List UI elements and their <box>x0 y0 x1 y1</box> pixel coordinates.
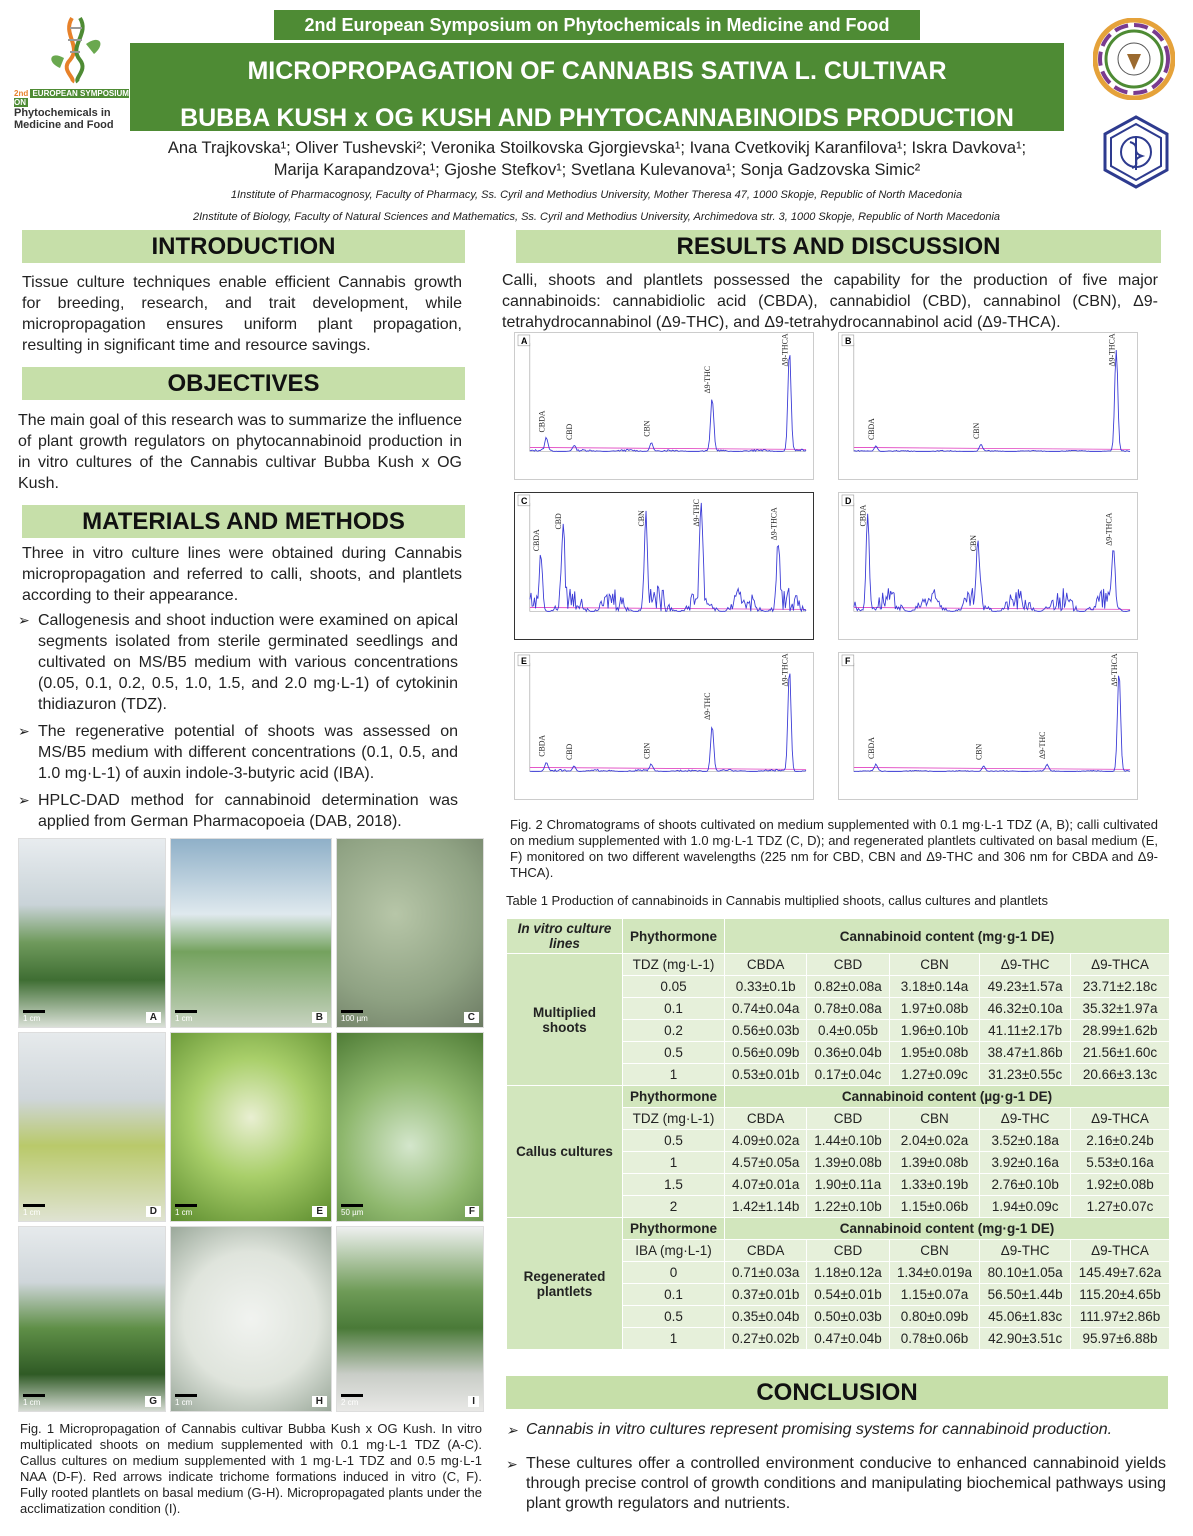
objectives-heading-text: OBJECTIVES <box>167 369 320 397</box>
scale-text: 1 cm <box>23 1208 41 1217</box>
chromatogram-a <box>514 332 814 480</box>
table-value: 145.49±7.62a <box>1071 1262 1170 1284</box>
table-column-name: Δ9-THC <box>980 954 1071 976</box>
table-value: 0.37±0.01b <box>725 1284 807 1306</box>
table-value: 115.20±4.65b <box>1071 1284 1170 1306</box>
title-line1: MICROPROPAGATION OF CANNABIS SATIVA L. CULTIVAR <box>247 57 947 85</box>
photo-i <box>336 1226 484 1412</box>
table-concentration: 0.05 <box>623 976 725 998</box>
table-column-name: CBN <box>889 1240 980 1262</box>
table-value: 1.96±0.10b <box>889 1020 980 1042</box>
chromatogram-peak-label: CBDA <box>866 418 876 441</box>
table-value: 0.17±0.04c <box>807 1064 889 1086</box>
table-value: 31.23±0.55c <box>980 1064 1071 1086</box>
photo-a <box>18 838 166 1028</box>
photo-g <box>18 1226 166 1412</box>
table-value: 0.71±0.03a <box>725 1262 807 1284</box>
conclusion-heading <box>506 1376 1168 1409</box>
table-value: 0.78±0.06b <box>889 1328 980 1350</box>
symposium-banner-text: 2nd European Symposium on Phytochemicals in Medicine and Food <box>304 14 890 35</box>
chromatogram-letter: E <box>520 655 527 666</box>
chromatogram-letter: F <box>844 655 851 666</box>
scale-text: 1 cm <box>175 1014 193 1023</box>
panel-letter: G <box>145 1396 161 1407</box>
chromatogram-peak-label: CBN <box>969 534 979 552</box>
table-concentration: 0.5 <box>623 1130 725 1152</box>
symposium-logo <box>14 14 130 131</box>
scale-bar <box>341 1394 363 1407</box>
chromatogram-peak-label: CBDA <box>537 734 547 757</box>
methods-bullet: ➢ Callogenesis and shoot induction were examined on apical segments isolated from sterile germinated seedlings and cultivated on MS/B5 medium with various concentrations (0.05, 0.1, 0.2, 0.5, 1.0, 1.5, and 2.0 mg·L-1) of cytokinin thidiazuron (TDZ). <box>18 610 458 715</box>
table-value: 4.07±0.01a <box>725 1174 807 1196</box>
table-column-name: Δ9-THCA <box>1071 1108 1170 1130</box>
panel-letter: H <box>312 1396 327 1407</box>
chromatogram-c <box>514 492 814 640</box>
table1-caption: Table 1 Production of cannabinoids in Cannabis multiplied shoots, callus cultures and plantlets <box>506 893 1048 908</box>
table-column-name: CBD <box>807 954 889 976</box>
table-value: 49.23±1.57a <box>980 976 1071 998</box>
table-value: 0.4±0.05b <box>807 1020 889 1042</box>
table-value: 1.44±0.10b <box>807 1130 889 1152</box>
scale-bar <box>23 1010 45 1023</box>
table-value: 0.33±0.1b <box>725 976 807 998</box>
table-regulator: IBA (mg·L-1) <box>623 1240 725 1262</box>
table-group-label: Multiplied shoots <box>507 954 623 1086</box>
chromatogram-peak-label: Δ9-THCA <box>769 507 779 541</box>
table-content-label: Cannabinoid content (mg·g-1 DE) <box>725 919 1170 954</box>
photo-b <box>170 838 332 1028</box>
scale-bar <box>23 1394 45 1407</box>
chromatogram-e <box>514 652 814 800</box>
table-value: 1.27±0.09c <box>889 1064 980 1086</box>
chromatogram-trace <box>530 503 806 612</box>
chromatogram-b <box>838 332 1138 480</box>
logo-left-line1: 2nd <box>14 89 29 98</box>
table-value: 1.97±0.08b <box>889 998 980 1020</box>
table-value: 2.16±0.24b <box>1071 1130 1170 1152</box>
table-value: 1.33±0.19b <box>889 1174 980 1196</box>
symposium-banner <box>274 10 920 40</box>
table-concentration: 1 <box>623 1064 725 1086</box>
table-value: 21.56±1.60c <box>1071 1042 1170 1064</box>
table-value: 1.34±0.019a <box>889 1262 980 1284</box>
introduction-heading <box>22 230 465 263</box>
table-value: 41.11±2.17b <box>980 1020 1071 1042</box>
table-column-name: Δ9-THC <box>980 1108 1071 1130</box>
table-content-label: Cannabinoid content (µg·g-1 DE) <box>725 1086 1170 1108</box>
panel-letter: F <box>465 1206 479 1217</box>
table-column-name: CBD <box>807 1240 889 1262</box>
table-value: 5.53±0.16a <box>1071 1152 1170 1174</box>
photo-f <box>336 1032 484 1222</box>
chromatogram-axes <box>530 503 806 612</box>
table1 <box>506 918 1170 1366</box>
authors <box>60 137 1134 181</box>
chromatogram-letter: C <box>520 495 528 506</box>
table-col-phythormone: Phythormone <box>623 919 725 954</box>
scale-bar <box>175 1010 197 1023</box>
table-value: 0.27±0.02b <box>725 1328 807 1350</box>
logo-left-line4: Medicine and Food <box>14 119 114 131</box>
results-heading <box>516 230 1161 263</box>
table-column-name: CBD <box>807 1108 889 1130</box>
table-value: 0.56±0.03b <box>725 1020 807 1042</box>
table-value: 56.50±1.44b <box>980 1284 1071 1306</box>
table-value: 1.27±0.07c <box>1071 1196 1170 1218</box>
table-column-name: Δ9-THC <box>980 1240 1071 1262</box>
cannabinoid-table <box>506 918 1170 1350</box>
table-value: 3.92±0.16a <box>980 1152 1071 1174</box>
chromatogram-axes <box>854 343 1130 452</box>
table-value: 111.97±2.86b <box>1071 1306 1170 1328</box>
table-concentration: 0 <box>623 1262 725 1284</box>
table-value: 1.95±0.08b <box>889 1042 980 1064</box>
table-regulator: TDZ (mg·L-1) <box>623 954 725 976</box>
affiliation-1: 1Institute of Pharmacognosy, Faculty of Pharmacy, Ss. Cyril and Methodius University, Mother Theresa 47, 1000 Skopje, Republic of North Macedonia <box>230 189 963 201</box>
table-value: 4.57±0.05a <box>725 1152 807 1174</box>
logo-left-line2: EUROPEAN SYMPOSIUM ON <box>14 89 129 107</box>
chromatogram-baseline <box>530 767 806 769</box>
dna-leaf-icon <box>14 14 130 84</box>
panel-letter: A <box>146 1012 161 1023</box>
fig2-caption: Fig. 2 Chromatograms of shoots cultivated on medium supplemented with 0.1 mg·L-1 TDZ (A, B); calli cultivated on medium supplemented with 1.0 mg·L-1 TDZ (C, D); and regenerated plantlets cultivated on basal medium (E, F) monitored on two different wavelengths (225 nm for CBD, CBN and Δ9-THC and 306 nm for CBDA and Δ9-THCA). <box>510 817 1158 880</box>
table-column-name: Δ9-THCA <box>1071 1240 1170 1262</box>
chromatogram-peak-label: Δ9-THCA <box>1110 653 1120 687</box>
table-value: 1.39±0.08b <box>807 1152 889 1174</box>
table-value: 35.32±1.97a <box>1071 998 1170 1020</box>
scale-bar <box>341 1010 368 1023</box>
scale-text: 100 µm <box>341 1014 368 1023</box>
table-concentration: 1.5 <box>623 1174 725 1196</box>
scale-bar <box>341 1204 363 1217</box>
panel-letter: I <box>468 1396 479 1407</box>
introduction-heading-text: INTRODUCTION <box>151 232 336 260</box>
table-value: 1.90±0.11a <box>807 1174 889 1196</box>
objectives-heading <box>22 367 465 400</box>
table-value: 20.66±3.13c <box>1071 1064 1170 1086</box>
table-header-row <box>507 919 1170 954</box>
chromatogram-peak-label: Δ9-THC <box>1038 731 1048 759</box>
table-column-name: CBDA <box>725 1108 807 1130</box>
table-header-row <box>507 1218 1170 1240</box>
chromatogram-peak-label: Δ9-THC <box>703 365 713 394</box>
conclusion-bullet: ➢ Cannabis in vitro cultures represent promising systems for cannabinoid production. <box>506 1420 1166 1440</box>
conclusion-heading-text: CONCLUSION <box>756 1378 918 1406</box>
chromatogram-trace <box>854 350 1130 451</box>
chromatogram-peak-label: Δ9-THCA <box>780 333 790 367</box>
chromatogram-peak-label: CBDA <box>866 737 876 759</box>
introduction-text: Tissue culture techniques enable efficient Cannabis growth for breeding, research, and trait development, while micropropagation ensures uniform plant propagation, resulting in significant time and resource savings. <box>22 274 462 354</box>
fig1-caption: Fig. 1 Micropropagation of Cannabis cultivar Bubba Kush x OG Kush. In vitro multiplicated shoots on medium supplemented with 0.1 mg·L-1 TDZ (A-C). Callus cultures on medium supplemented with 1 mg·L-1 TDZ and 0.5 mg·L-1 NAA (D-F). Red arrows indicate trichome formations induced in vitro (C, F). Fully rooted plantlets on basal medium (G-H). Micropropagated plants under the acclimatization condition (I). <box>20 1421 482 1516</box>
results-text: Calli, shoots and plantlets possessed the capability for the production of five major cannabinoids: cannabidiolic acid (CBDA), cannabidiol (CBD), cannabinol (CBN), Δ9-tetrahydrocannabinol (Δ9-THC), and Δ9-tetrahydrocannabinol acid (Δ9-THCA). <box>502 272 1158 331</box>
table-value: 0.82±0.08a <box>807 976 889 998</box>
table-value: 0.74±0.04a <box>725 998 807 1020</box>
table-concentration: 2 <box>623 1196 725 1218</box>
table-value: 4.09±0.02a <box>725 1130 807 1152</box>
table-value: 45.06±1.83c <box>980 1306 1071 1328</box>
table-value: 0.53±0.01b <box>725 1064 807 1086</box>
table-regulator: TDZ (mg·L-1) <box>623 1108 725 1130</box>
table-concentration: 0.5 <box>623 1042 725 1064</box>
panel-letter: E <box>312 1206 327 1217</box>
table-header-row <box>507 1086 1170 1108</box>
objectives-text: The main goal of this research was to summarize the influence of plant growth regulators on phytocannabinoid production in in vitro cultures of the Cannabis cultivar Bubba Kush x OG Kush. <box>18 412 462 492</box>
table-value: 80.10±1.05a <box>980 1262 1071 1284</box>
chromatogram-peak-label: CBDA <box>531 529 541 552</box>
chromatogram-letter: D <box>844 495 852 506</box>
authors-line2: Marija Karapandzova¹; Gjoshe Stefkov¹; Svetlana Kulevanova¹; Sonja Gadzovska Simic² <box>273 161 921 179</box>
table-column-name: Δ9-THCA <box>1071 954 1170 976</box>
table-value: 0.54±0.01b <box>807 1284 889 1306</box>
table-value: 0.50±0.03b <box>807 1306 889 1328</box>
chromatogram-peak-label: CBN <box>642 420 652 437</box>
results-heading-text: RESULTS AND DISCUSSION <box>676 232 1001 260</box>
scale-text: 1 cm <box>175 1208 193 1217</box>
methods-bullet: ➢ HPLC-DAD method for cannabinoid determination was applied from German Pharmacopoeia (DAB, 2018). <box>18 790 458 832</box>
scale-text: 50 µm <box>341 1208 364 1217</box>
table-concentration: 0.1 <box>623 998 725 1020</box>
chromatogram-baseline <box>854 767 1130 769</box>
table-content-label: Cannabinoid content (mg·g-1 DE) <box>725 1218 1170 1240</box>
scale-bar <box>23 1204 45 1217</box>
chromatogram-peak-label: CBN <box>642 742 652 759</box>
table-col-culture-line: In vitro culture lines <box>507 919 623 954</box>
table-value: 1.18±0.12a <box>807 1262 889 1284</box>
panel-letter: C <box>464 1012 479 1023</box>
table-col-phythormone: Phythormone <box>623 1086 725 1108</box>
scale-text: 1 cm <box>23 1014 41 1023</box>
logo-left-line3: Phytochemicals in <box>14 107 111 119</box>
photo-c <box>336 838 484 1028</box>
chromatogram-peak-label: CBN <box>974 743 984 761</box>
table-value: 1.15±0.06b <box>889 1196 980 1218</box>
table-value: 0.47±0.04b <box>807 1328 889 1350</box>
affiliation-2: 2Institute of Biology, Faculty of Natural Sciences and Mathematics, Ss. Cyril and Methodius University, Archimedova str. 3, 1000 Skopje, Republic of North Macedonia <box>192 211 1001 223</box>
table-value: 1.92±0.08b <box>1071 1174 1170 1196</box>
table-group-label: Regenerated plantlets <box>507 1218 623 1350</box>
table-value: 1.94±0.09c <box>980 1196 1071 1218</box>
scale-text: 2 cm <box>341 1398 359 1407</box>
table-column-name: CBDA <box>725 1240 807 1262</box>
photo-d <box>18 1032 166 1222</box>
table-value: 3.52±0.18a <box>980 1130 1071 1152</box>
table-subheader-row <box>507 954 1170 976</box>
authors-line1: Ana Trajkovska¹; Oliver Tushevski²; Veronika Stoilkovska Gjorgievska¹; Ivana Cvetkovikj Karanfilova¹; Iskra Davkova¹; <box>167 139 1027 157</box>
table-value: 0.80±0.09b <box>889 1306 980 1328</box>
methods-heading-text: MATERIALS AND METHODS <box>82 507 405 535</box>
table-value: 95.97±6.88b <box>1071 1328 1170 1350</box>
photo-e <box>170 1032 332 1222</box>
table-value: 38.47±1.86b <box>980 1042 1071 1064</box>
table-column-name: CBN <box>889 954 980 976</box>
table-value: 0.36±0.04b <box>807 1042 889 1064</box>
chromatogram-trace <box>854 514 1130 612</box>
chromatogram-letter: A <box>520 335 528 346</box>
society-seal-logo <box>1093 18 1175 100</box>
scale-bar <box>175 1394 197 1407</box>
table-concentration: 0.1 <box>623 1284 725 1306</box>
methods-bullet: ➢ The regenerative potential of shoots was assessed on MS/B5 medium with different concentrations (0.1, 0.5, and 1.0 mg·L-1) of auxin indole-3-butyric acid (IBA). <box>18 721 458 784</box>
chromatogram-axes <box>854 503 1130 612</box>
chromatogram-axes <box>854 663 1130 772</box>
panel-letter: D <box>146 1206 161 1217</box>
conclusion-bullets <box>506 1420 1166 1520</box>
table-value: 1.42±1.14b <box>725 1196 807 1218</box>
chromatogram-peak-label: Δ9-THC <box>692 499 702 527</box>
table-column-name: CBDA <box>725 954 807 976</box>
table-value: 42.90±3.51c <box>980 1328 1071 1350</box>
table-value: 3.18±0.14a <box>889 976 980 998</box>
table-column-name: CBN <box>889 1108 980 1130</box>
table-value: 2.04±0.02a <box>889 1130 980 1152</box>
chromatogram-peak-label: CBD <box>565 743 575 761</box>
table-value: 1.22±0.10b <box>807 1196 889 1218</box>
conclusion-bullet: ➢ These cultures offer a controlled environment conducive to enhanced cannabinoid yields through precise control of growth conditions and manipulating biochemical pathways using plant growth regulators and nutrients. <box>506 1454 1166 1514</box>
table-value: 0.78±0.08a <box>807 998 889 1020</box>
panel-letter: B <box>312 1012 327 1023</box>
chromatogram-peak-label: Δ9-THCA <box>1104 512 1114 546</box>
table-value: 2.76±0.10b <box>980 1174 1071 1196</box>
chromatogram-peak-label: CBDA <box>537 410 547 433</box>
chromatogram-peak-label: Δ9-THCA <box>1107 333 1117 367</box>
chromatogram-peak-label: Δ9-THC <box>703 692 713 720</box>
table-value: 0.56±0.09b <box>725 1042 807 1064</box>
fig2-chromatograms <box>506 332 1146 810</box>
table-concentration: 0.5 <box>623 1306 725 1328</box>
chromatogram-peak-label: Δ9-THCA <box>780 653 790 687</box>
table-group-label: Callus cultures <box>507 1086 623 1218</box>
scale-text: 1 cm <box>175 1398 193 1407</box>
chromatogram-f <box>838 652 1138 800</box>
title-line2: BUBBA KUSH x OG KUSH AND PHYTOCANNABINOIDS PRODUCTION <box>180 104 1014 132</box>
table-concentration: 1 <box>623 1152 725 1174</box>
chromatogram-peak-label: CBD <box>565 423 575 441</box>
scale-text: 1 cm <box>23 1398 41 1407</box>
table-value: 46.32±0.10a <box>980 998 1071 1020</box>
scale-bar <box>175 1204 197 1217</box>
chromatogram-peak-label: CBN <box>636 510 646 527</box>
methods-intro: Three in vitro culture lines were obtained during Cannabis micropropagation and referred to calli, shoots, and plantlets according to their appearance. <box>22 545 462 604</box>
chromatogram-letter: B <box>844 335 852 346</box>
table-value: 0.35±0.04b <box>725 1306 807 1328</box>
table-col-phythormone: Phythormone <box>623 1218 725 1240</box>
fig1-photo-grid <box>18 838 484 1413</box>
table-value: 23.71±2.18c <box>1071 976 1170 998</box>
chromatogram-d <box>838 492 1138 640</box>
methods-bullets <box>18 610 458 838</box>
table-concentration: 0.2 <box>623 1020 725 1042</box>
chromatogram-baseline <box>854 447 1130 449</box>
table-value: 1.39±0.08b <box>889 1152 980 1174</box>
photo-h <box>170 1226 332 1412</box>
title-block <box>130 43 1064 131</box>
table-value: 28.99±1.62b <box>1071 1020 1170 1042</box>
table-concentration: 1 <box>623 1328 725 1350</box>
chromatogram-peak-label: CBD <box>554 513 564 530</box>
methods-heading <box>22 505 465 538</box>
chromatogram-trace <box>854 676 1130 772</box>
table-value: 1.15±0.07a <box>889 1284 980 1306</box>
chromatogram-peak-label: CBN <box>971 422 981 439</box>
chromatogram-peak-label: CBDA <box>858 504 868 527</box>
